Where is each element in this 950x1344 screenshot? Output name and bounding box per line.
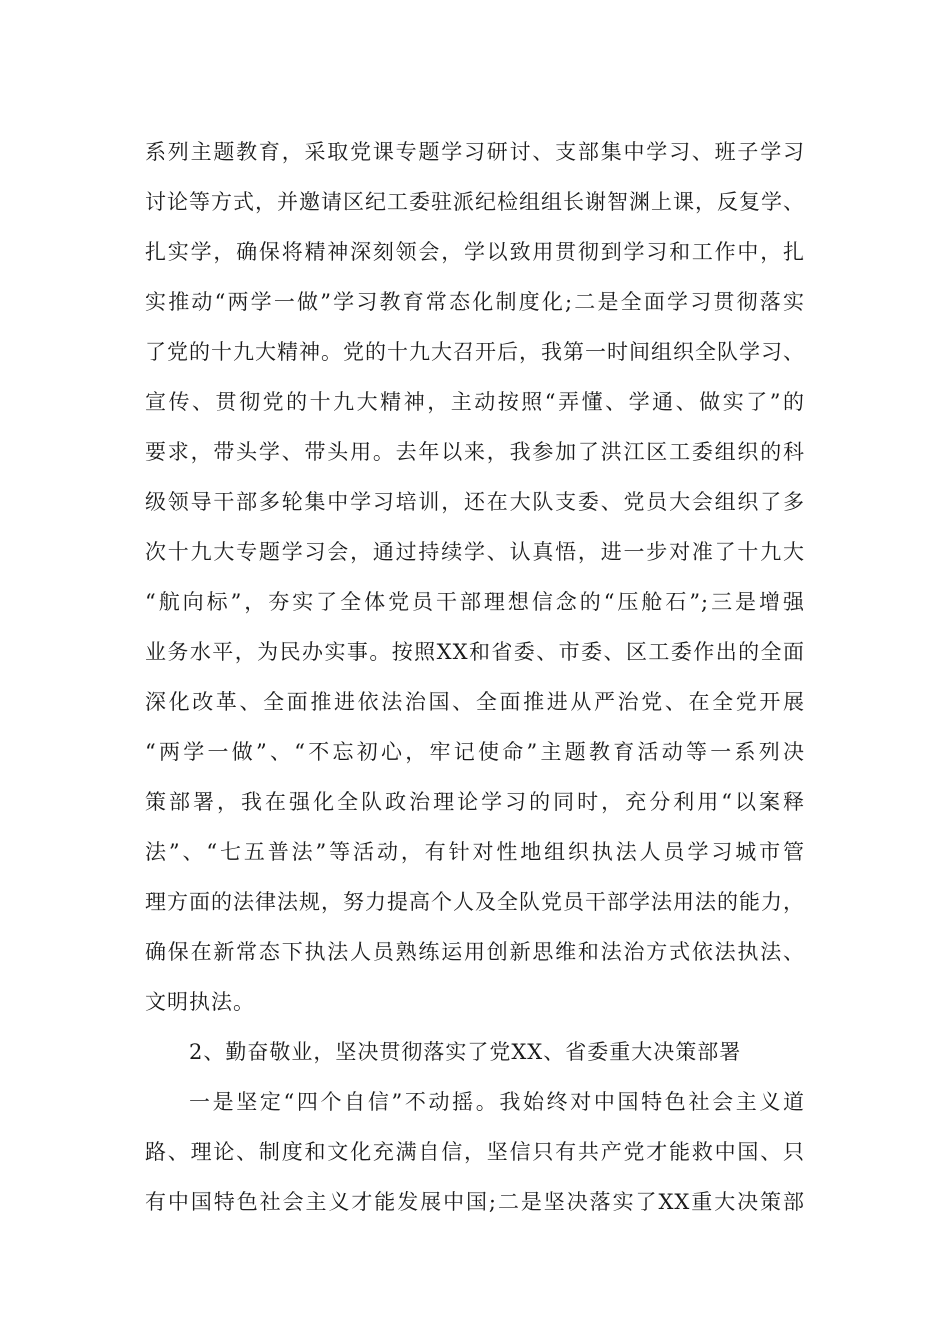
paragraph-line: 法”、“七五普法”等活动，有针对性地组织执法人员学习城市管 xyxy=(145,840,805,864)
paragraph-line: 策部署，我在强化全队政治理论学习的同时，充分利用“以案释 xyxy=(145,790,805,814)
paragraph-line: 业务水平，为民办实事。按照XX和省委、市委、区工委作出的全面 xyxy=(145,640,805,664)
paragraph-line: 路、理论、制度和文化充满自信，坚信只有共产党才能救中国、只 xyxy=(145,1140,805,1164)
paragraph-line: “两学一做”、“不忘初心，牢记使命”主题教育活动等一系列决 xyxy=(145,740,805,764)
paragraph-line: 讨论等方式，并邀请区纪工委驻派纪检组组长谢智渊上课，反复学、 xyxy=(145,190,805,214)
paragraph-line: 确保在新常态下执法人员熟练运用创新思维和法治方式依法执法、 xyxy=(145,940,805,964)
paragraph-line: 扎实学，确保将精神深刻领会，学以致用贯彻到学习和工作中，扎 xyxy=(145,240,805,264)
paragraph-line: 一是坚定“四个自信”不动摇。我始终对中国特色社会主义道 xyxy=(189,1090,805,1114)
paragraph-line: 有中国特色社会主义才能发展中国;二是坚决落实了XX重大决策部 xyxy=(145,1190,805,1214)
paragraph-line: 系列主题教育，采取党课专题学习研讨、支部集中学习、班子学习 xyxy=(145,140,805,164)
section-heading: 2、勤奋敬业，坚决贯彻落实了党XX、省委重大决策部署 xyxy=(189,1040,742,1064)
paragraph-line: 文明执法。 xyxy=(145,990,255,1014)
paragraph-line: 次十九大专题学习会，通过持续学、认真悟，进一步对准了十九大 xyxy=(145,540,805,564)
paragraph-line: 级领导干部多轮集中学习培训，还在大队支委、党员大会组织了多 xyxy=(145,490,805,514)
paragraph-line: 了党的十九大精神。党的十九大召开后，我第一时间组织全队学习、 xyxy=(145,340,805,364)
paragraph-line: 深化改革、全面推进依法治国、全面推进从严治党、在全党开展 xyxy=(145,690,805,714)
paragraph-line: 理方面的法律法规，努力提高个人及全队党员干部学法用法的能力， xyxy=(145,890,805,914)
paragraph-line: 实推动“两学一做”学习教育常态化制度化;二是全面学习贯彻落实 xyxy=(145,290,805,314)
paragraph-line: 要求，带头学、带头用。去年以来，我参加了洪江区工委组织的科 xyxy=(145,440,805,464)
paragraph-line: “航向标”，夯实了全体党员干部理想信念的“压舱石”;三是增强 xyxy=(145,590,805,614)
paragraph-line: 宣传、贯彻党的十九大精神，主动按照“弄懂、学通、做实了”的 xyxy=(145,390,805,414)
